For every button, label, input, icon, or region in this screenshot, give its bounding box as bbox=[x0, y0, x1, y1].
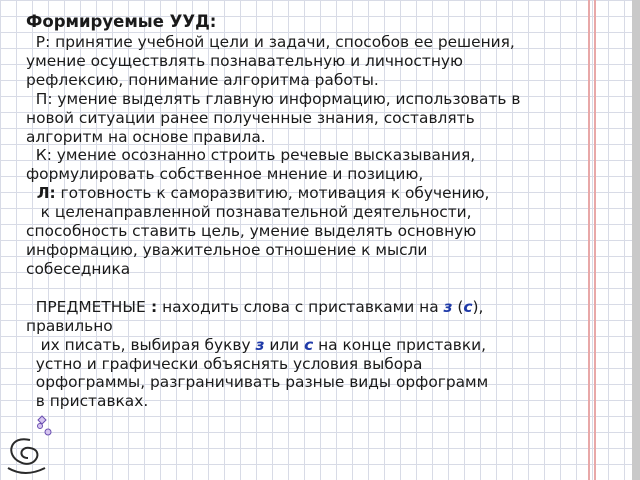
personal-line-3: способность ставить цель, умение выделять основную bbox=[26, 222, 477, 241]
regulative-line-3: рефлексию, понимание алгоритма работы. bbox=[26, 70, 379, 89]
personal-line-1 bbox=[26, 184, 592, 203]
letter-z: з bbox=[443, 297, 453, 316]
regulative-line-2: умение осуществлять познавательную и личностную bbox=[26, 51, 463, 70]
subject-line-1 bbox=[26, 298, 592, 317]
cognitive-line-1: П: умение выделять главную информацию, использовать в bbox=[26, 89, 521, 108]
personal-line-4: информацию, уважительное отношение к мысли bbox=[26, 240, 428, 259]
paren-close: ), bbox=[472, 297, 484, 316]
slide-content bbox=[26, 12, 592, 411]
personal-rest: готовность к саморазвитию, мотивация к обучению, bbox=[55, 184, 490, 203]
subject-label: ПРЕДМЕТНЫЕ bbox=[26, 297, 146, 316]
communicative-line-1: К: умение осознанно строить речевые высказывания, bbox=[26, 146, 476, 165]
personal-prefix: Л: bbox=[26, 184, 56, 203]
cognitive-line-2: новой ситуации ранее полученные знания, составлять bbox=[26, 108, 475, 127]
regulative-section bbox=[26, 33, 592, 90]
cognitive-section bbox=[26, 90, 592, 147]
subject-line-2: правильно bbox=[26, 316, 113, 335]
margin-line-2 bbox=[594, 0, 596, 480]
communicative-line-2: формулировать собственное мнение и позицию, bbox=[26, 165, 424, 184]
section-gap bbox=[26, 279, 592, 298]
regulative-line-1: Р: принятие учебной цели и задачи, способов ее решения, bbox=[26, 33, 515, 51]
cognitive-line-3: алгоритм на основе правила. bbox=[26, 127, 266, 146]
letter-s-2: с bbox=[304, 335, 314, 354]
page-title: Формируемые УУД: bbox=[26, 12, 217, 31]
subject-line-3-c: на конце приставки, bbox=[313, 335, 487, 354]
personal-line-2: к целенаправленной познавательной деятельности, bbox=[26, 203, 472, 222]
letter-z-2: з bbox=[255, 335, 265, 354]
subject-text-1: находить слова с приставками на bbox=[157, 297, 444, 316]
page-edge bbox=[632, 0, 640, 480]
letter-s: с bbox=[463, 297, 473, 316]
paren-open: ( bbox=[452, 297, 464, 316]
subject-line-5: орфограммы, разграничивать разные виды орфограмм bbox=[26, 373, 489, 392]
subject-line-3-a: их писать, выбирая букву bbox=[26, 335, 256, 354]
subject-colon: : bbox=[145, 297, 158, 316]
subject-line-4: устно и графически объяснять условия выбора bbox=[26, 354, 423, 373]
personal-line-5: собеседника bbox=[26, 259, 131, 278]
subject-section bbox=[26, 298, 592, 411]
personal-section bbox=[26, 184, 592, 279]
subject-line-3-b: или bbox=[264, 335, 305, 354]
communicative-section bbox=[26, 146, 592, 184]
subject-line-3 bbox=[26, 336, 592, 355]
subject-line-6: в приставках. bbox=[26, 392, 149, 411]
